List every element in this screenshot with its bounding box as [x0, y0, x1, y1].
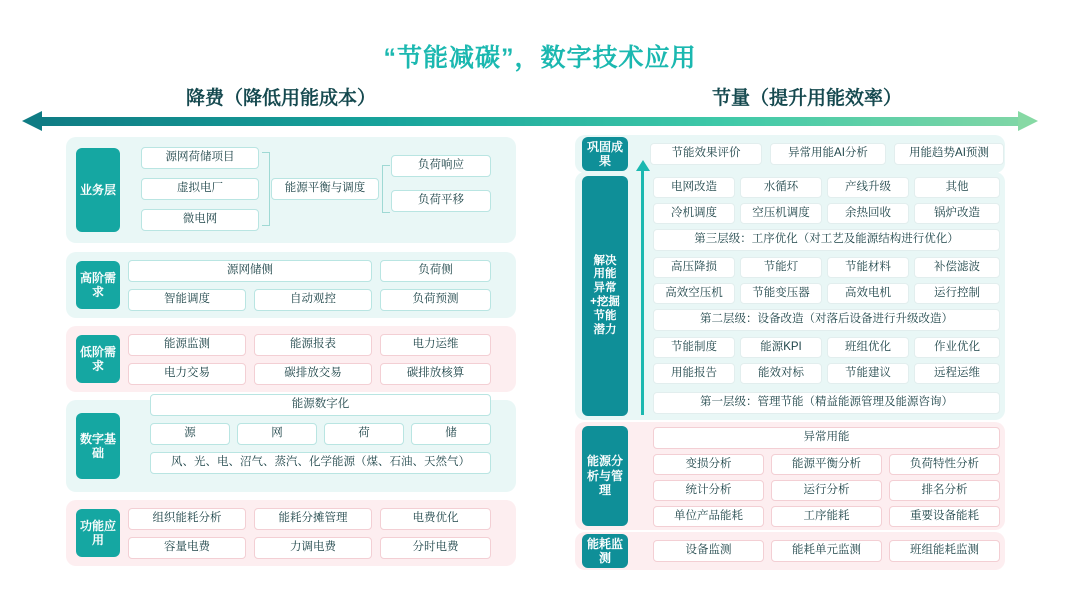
chip-t2-6[interactable]: 节能变压器 [740, 283, 822, 304]
chip-load-shift[interactable]: 负荷平移 [391, 190, 491, 212]
page-title: “节能减碳”，数字技术应用 [383, 44, 697, 72]
tag-energy-monitoring [582, 534, 628, 568]
tag-consolidate [582, 137, 628, 171]
chip-business-2[interactable]: 虚拟电厂 [141, 178, 259, 200]
chip-capacity-fee[interactable]: 容量电费 [128, 537, 246, 559]
chip-t1-6[interactable]: 能效对标 [740, 363, 822, 384]
chip-abnormal-ai-analysis[interactable]: 异常用能AI分析 [770, 143, 886, 165]
chip-t3-1[interactable]: 电网改造 [653, 177, 735, 198]
chip-carbon-trade[interactable]: 碳排放交易 [254, 363, 372, 385]
chip-t3-6[interactable]: 空压机调度 [740, 203, 822, 224]
chip-a-7[interactable]: 单位产品能耗 [653, 506, 764, 527]
chip-energy-report[interactable]: 能源报表 [254, 334, 372, 356]
chip-power-trade[interactable]: 电力交易 [128, 363, 246, 385]
chip-tier1-label[interactable]: 第一层级：管理节能（精益能源管理及能源咨询） [653, 392, 1000, 414]
arrow-bar [42, 117, 1020, 126]
chip-t3-2[interactable]: 水循环 [740, 177, 822, 198]
chip-t1-5[interactable]: 用能报告 [653, 363, 735, 384]
chip-unit-monitor[interactable]: 能耗单元监测 [771, 540, 882, 562]
tag-energy-analysis [582, 426, 628, 526]
chip-t2-4[interactable]: 补偿滤波 [914, 257, 1000, 278]
chip-energy-monitor[interactable]: 能源监测 [128, 334, 246, 356]
chip-energy-balance[interactable]: 能源平衡与调度 [271, 178, 379, 200]
chip-t2-8[interactable]: 运行控制 [914, 283, 1000, 304]
bracket-business-right [382, 165, 390, 213]
chip-a-1[interactable]: 变损分析 [653, 454, 764, 475]
chip-team-monitor[interactable]: 班组能耗监测 [889, 540, 1000, 562]
chip-power-factor-fee[interactable]: 力调电费 [254, 537, 372, 559]
chip-business-3[interactable]: 微电网 [141, 209, 259, 231]
tag-advanced-demand [76, 261, 120, 309]
tag-function-apps [76, 509, 120, 557]
tag-label: 能源分析与管理 [586, 454, 623, 498]
chip-t3-3[interactable]: 产线升级 [827, 177, 909, 198]
chip-a-3[interactable]: 负荷特性分析 [889, 454, 1000, 475]
tag-basic-demand [76, 335, 120, 383]
arrow-head-left-icon [22, 111, 42, 131]
upward-arrow-stem [641, 170, 644, 415]
chip-auto-control[interactable]: 自动观控 [254, 289, 372, 311]
upward-arrow-icon [636, 160, 650, 171]
tag-label: 功能应用 [79, 518, 116, 547]
tag-label: 低阶需求 [79, 344, 116, 373]
chip-device-monitor[interactable]: 设备监测 [653, 540, 764, 562]
tag-label: 业务层 [79, 182, 116, 197]
chip-t3-7[interactable]: 余热回收 [827, 203, 909, 224]
chip-t1-4[interactable]: 作业优化 [914, 337, 1000, 358]
chip-tier2-label[interactable]: 第二层级：设备改造（对落后设备进行升级改造） [653, 309, 1000, 331]
arrow-head-right-icon [1018, 111, 1038, 131]
chip-t1-7[interactable]: 节能建议 [827, 363, 909, 384]
chip-abnormal-energy-header[interactable]: 异常用能 [653, 427, 1000, 449]
chip-a-8[interactable]: 工序能耗 [771, 506, 882, 527]
chip-grid[interactable]: 网 [237, 423, 317, 445]
tag-label: 巩固成果 [586, 139, 623, 168]
direction-arrow [42, 112, 1038, 130]
chip-t3-8[interactable]: 锅炉改造 [914, 203, 1000, 224]
chip-a-4[interactable]: 统计分析 [653, 480, 764, 501]
chip-a-2[interactable]: 能源平衡分析 [771, 454, 882, 475]
chip-energy-allocation[interactable]: 能耗分摊管理 [254, 508, 372, 530]
chip-a-6[interactable]: 排名分析 [889, 480, 1000, 501]
chip-load[interactable]: 荷 [324, 423, 404, 445]
chip-carbon-accounting[interactable]: 碳排放核算 [380, 363, 491, 385]
chip-t3-5[interactable]: 冷机调度 [653, 203, 735, 224]
chip-t2-7[interactable]: 高效电机 [827, 283, 909, 304]
chip-t1-2[interactable]: 能源KPI [740, 337, 822, 358]
chip-t2-3[interactable]: 节能材料 [827, 257, 909, 278]
chip-energy-sources[interactable]: 风、光、电、沼气、蒸汽、化学能源（煤、石油、天然气） [150, 452, 491, 474]
tag-label: 数字基础 [79, 431, 116, 460]
chip-org-energy-analysis[interactable]: 组织能耗分析 [128, 508, 246, 530]
chip-a-5[interactable]: 运行分析 [771, 480, 882, 501]
chip-t2-5[interactable]: 高效空压机 [653, 283, 735, 304]
chip-t1-3[interactable]: 班组优化 [827, 337, 909, 358]
tag-digital-base [76, 413, 120, 479]
chip-ai-trend-forecast[interactable]: 用能趋势AI预测 [894, 143, 1004, 165]
chip-load-side[interactable]: 负荷侧 [380, 260, 491, 282]
chip-t2-1[interactable]: 高压降损 [653, 257, 735, 278]
chip-a-9[interactable]: 重要设备能耗 [889, 506, 1000, 527]
chip-storage[interactable]: 储 [411, 423, 491, 445]
chip-t1-8[interactable]: 远程运维 [914, 363, 1000, 384]
chip-tou-fee[interactable]: 分时电费 [380, 537, 491, 559]
chip-saving-evaluation[interactable]: 节能效果评价 [650, 143, 762, 165]
chip-source-grid-storage[interactable]: 源网储侧 [128, 260, 372, 282]
chip-power-ops[interactable]: 电力运维 [380, 334, 491, 356]
tag-label: 能耗监测 [586, 536, 623, 565]
chip-energy-digitalization[interactable]: 能源数字化 [150, 394, 491, 416]
band-label-left: 降费（降低用能成本） [186, 88, 377, 109]
chip-load-response[interactable]: 负荷响应 [391, 155, 491, 177]
chip-t3-4[interactable]: 其他 [914, 177, 1000, 198]
chip-t2-2[interactable]: 节能灯 [740, 257, 822, 278]
chip-source[interactable]: 源 [150, 423, 230, 445]
chip-t1-1[interactable]: 节能制度 [653, 337, 735, 358]
tag-label: 高阶需求 [79, 270, 116, 299]
chip-load-forecast[interactable]: 负荷预测 [380, 289, 491, 311]
chip-business-1[interactable]: 源网荷储项目 [141, 147, 259, 169]
tag-label: 解决用能异常+挖掘节能潜力 [590, 254, 620, 336]
tag-business-layer [76, 148, 120, 232]
chip-tier3-label[interactable]: 第三层级：工序优化（对工艺及能源结构进行优化） [653, 229, 1000, 251]
band-label-right: 节量（提升用能效率） [712, 88, 903, 109]
bracket-business-left [262, 152, 270, 226]
chip-smart-dispatch[interactable]: 智能调度 [128, 289, 246, 311]
tag-solve [582, 176, 628, 416]
chip-bill-optimization[interactable]: 电费优化 [380, 508, 491, 530]
